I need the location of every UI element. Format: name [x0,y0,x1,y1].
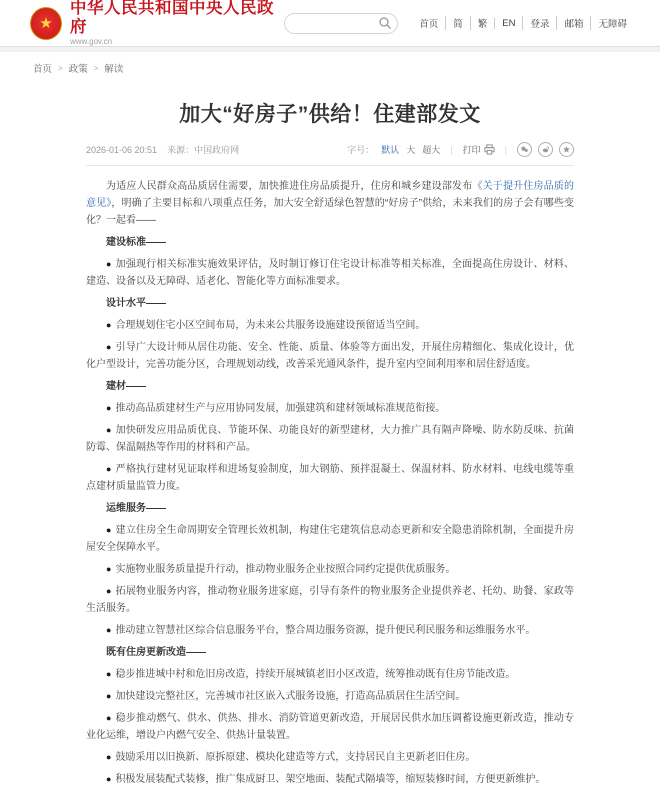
bullet-icon: ● [106,403,112,413]
bullet-item: ● 积极发展装配式装修，推广集成厨卫、架空地面、装配式隔墙等，缩短装修时间，方便更新维护。 [106,774,546,785]
weibo-share-icon[interactable] [538,142,553,157]
article-meta [86,142,574,166]
section-heading: 设计水平—— [106,298,166,309]
font-size-default[interactable]: 默认 [381,145,400,155]
print-button[interactable]: 打印 [463,143,495,156]
bullet-item: ● 合理规划住宅小区空间布局，为未来公共服务设施建设预留适当空间。 [106,320,426,331]
star-share-icon[interactable] [559,142,574,157]
article [86,98,574,803]
bullet-item: ● 加强现行相关标准实施效果评估，及时制订修订住宅设计标准等相关标准，全面提高住房设计、材料、建造、设备以及无障碍、适老化、智能化等方面标准要求。 [86,259,575,287]
breadcrumb-home[interactable]: 首页 [33,64,53,75]
bullet-icon: ● [106,425,112,435]
section-heading: 建设标准—— [106,237,166,248]
bullet-item: ● 稳步推进城中村和危旧房改造，持续开展城镇老旧小区改造，统筹推动既有住房节能改造。 [106,669,516,680]
bullet-icon: ● [106,625,112,635]
bullet-item: ● 加快研发应用品质优良、节能环保、功能良好的新型建材，大力推广具有隔声降噪、防水防反味、抗菌防霉、保温隔热等作用的材料和产品。 [86,425,575,453]
nav-traditional[interactable]: 繁 [470,16,495,30]
bullet-item: ● 稳步推动燃气、供水、供热、排水、消防管道更新改造，开展居民供水加压调蓄设施更新改造，推动专业化运维，增设户内燃气安全、供热计量装置。 [86,713,575,741]
search-icon[interactable] [378,16,392,30]
font-size-large[interactable]: 大 [406,145,416,155]
national-emblem-icon: ★ [30,7,62,40]
bullet-icon: ● [106,464,112,474]
source-label: 来源： [167,145,195,155]
site-logo[interactable] [30,0,284,47]
bullet-item: ● 建立住房全生命周期安全管理长效机制，构建住宅建筑信息动态更新和安全隐患消除机制，全面提升房屋安全保障水平。 [86,525,575,553]
article-body [86,166,574,803]
bullet-icon: ● [106,342,112,352]
policy-document-link[interactable]: 《关于提升住房品质的意见》 [86,181,575,209]
bullet-icon: ● [106,752,112,762]
bullet-icon: ● [106,774,112,784]
search-box [284,13,398,34]
breadcrumb-separator: > [58,63,63,73]
breadcrumb-policy[interactable]: 政策 [68,64,88,75]
source-name: 中国政府网 [194,145,240,155]
wechat-share-icon[interactable] [517,142,532,157]
site-header [0,0,660,47]
bullet-icon: ● [106,586,112,596]
bullet-icon: ● [106,259,112,269]
publish-date: 2026-01-06 20:51 [86,144,158,155]
share-icons [517,142,574,157]
nav-accessibility[interactable]: 无障碍 [590,16,634,30]
bullet-icon: ● [106,669,112,679]
bullet-item: ● 严格执行建材见证取样和进场复验制度，加大钢筋、预拌混凝土、保温材料、防水材料、电线电缆等重点建材质量监管力度。 [86,464,575,492]
bullet-item: ● 引导广大设计师从居住功能、安全、性能、质量、体验等方面出发，开展住房精细化、集成化设计，优化户型设计，完善功能分区，合理规划动线，改善采光通风条件，提升室内空间利用率和居住舒适度。 [86,342,575,370]
breadcrumb-interpretation[interactable]: 解读 [104,64,124,75]
breadcrumb-separator: > [93,63,99,73]
bullet-icon: ● [106,713,112,723]
printer-icon [484,144,495,155]
bullet-item: ● 推动高品质建材生产与应用协同发展，加强建筑和建材领域标准规范衔接。 [106,403,446,414]
bullet-icon: ● [106,525,112,535]
top-nav [412,16,634,30]
paragraph: 为适应人民群众高品质居住需要，加快推进住房品质提升，住房和城乡建设部发布《关于提升住房品质的意见》，明确了主要目标和八项重点任务，加大安全舒适绿色智慧的“好房子”供给，未来我们的房子会有哪些变化？一起看—— [86,181,575,226]
font-size-label: 字号： [347,145,375,155]
meta-divider: | [450,144,453,155]
section-heading: 既有住房更新改造—— [106,647,206,658]
meta-divider: | [504,144,507,155]
bullet-item: ● 实施物业服务质量提升行动，推动物业服务企业按照合同约定提供优质服务。 [106,564,456,575]
bullet-item: ● 加快建设完整社区，完善城市社区嵌入式服务设施，打造高品质居住生活空间。 [106,691,466,702]
nav-simplified[interactable]: 简 [445,16,470,30]
section-heading: 建材—— [106,381,146,392]
site-title: 中华人民共和国中央人民政府 [70,0,274,36]
nav-login[interactable]: 登录 [522,16,556,30]
bullet-icon: ● [106,320,112,330]
font-size-xlarge[interactable]: 超大 [422,145,441,155]
nav-english[interactable]: EN [494,18,522,29]
nav-mailbox[interactable]: 邮箱 [556,16,590,30]
site-url: www.gov.cn [70,36,113,46]
breadcrumb [0,52,660,82]
bullet-icon: ● [106,691,112,701]
nav-home[interactable]: 首页 [419,19,439,30]
bullet-item: ● 拓展物业服务内容，推动物业服务进家庭，引导有条件的物业服务企业提供养老、托幼、助餐、家政等生活服务。 [86,586,575,614]
bullet-item: ● 鼓励采用以旧换新、原拆原建、模块化建造等方式，支持居民自主更新老旧住房。 [106,752,476,763]
bullet-item: ● 推动建立智慧社区综合信息服务平台，整合周边服务资源，提升便民利民服务和运维服务水平。 [106,625,536,636]
page-title: 加大“好房子”供给！住建部发文 [179,103,481,126]
section-heading: 运维服务—— [106,503,166,514]
bullet-icon: ● [106,564,112,574]
